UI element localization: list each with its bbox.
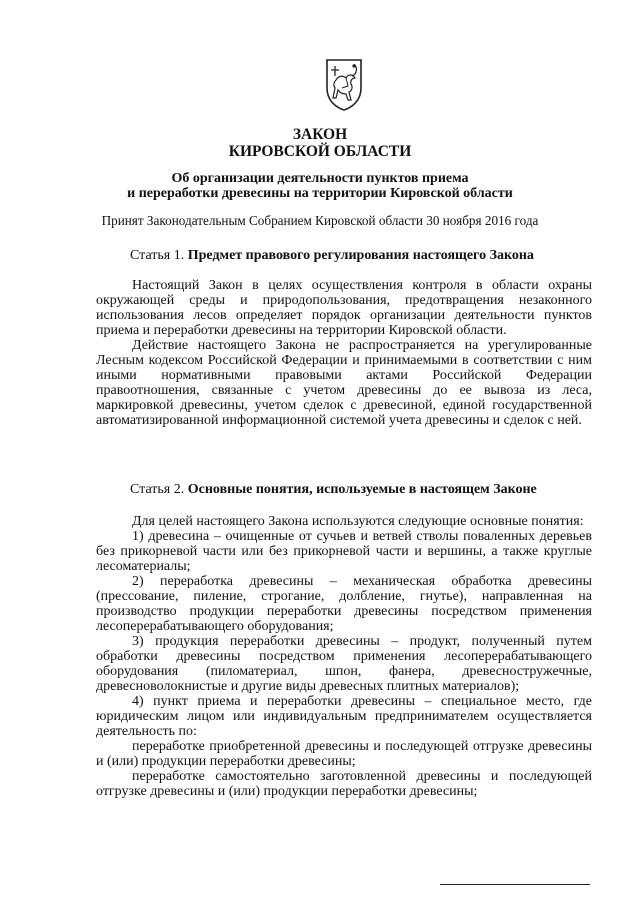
- article-1-label: Статья 1.: [130, 248, 185, 263]
- footer-rule: [440, 884, 590, 885]
- kirov-coat-of-arms-icon: [324, 58, 364, 112]
- law-title: ЗАКОН: [292, 126, 348, 143]
- definition-item-2: 2) переработка древесины – механическая обработка древесины (прессование, пиление, строгание, долбление, гнутье), направленная на производство продукции переработки древесины посредством применения лесоперерабатывающего оборудования;: [96, 574, 592, 634]
- article-2-label: Статья 2.: [130, 482, 185, 497]
- subtitle-line-2: и переработки древесины на территории Кировской области: [127, 186, 513, 201]
- law-subtitle: [0, 171, 640, 201]
- definition-item-4: 4) пункт приема и переработки древесины – специальное место, где юридическим лицом или индивидуальным предпринимателем осуществляется деятельность по:: [96, 694, 592, 739]
- article-1-paragraph-1: Настоящий Закон в целях осуществления контроля в области охраны окружающей среды и природопользования, предотвращения незаконного использования лесов определяет порядок организации деятельности пунктов приема и переработки древесины на территории Кировской области.: [96, 278, 592, 338]
- article-1-title: Предмет правового регулирования настоящего Закона: [187, 248, 534, 263]
- article-2-heading: [130, 482, 537, 498]
- subtitle-line-1: Об организации деятельности пунктов приема: [171, 171, 469, 186]
- article-1-heading: [130, 248, 534, 264]
- definition-subitem-2: переработке самостоятельно заготовленной древесины и последующей отгрузке древесины и (или) продукции переработки древесины;: [96, 769, 592, 799]
- definition-subitem-1: переработке приобретенной древесины и последующей отгрузке древесины и (или) продукции переработки древесины;: [96, 739, 592, 769]
- definition-item-1: 1) древесина – очищенные от сучьев и ветвей стволы поваленных деревьев без прикорневой части или без прикорневой части и вершины, а также круглые лесоматериалы;: [96, 529, 592, 574]
- article-2-body: [96, 514, 592, 799]
- adoption-note: Принят Законодательным Собранием Кировской области 30 ноября 2016 года: [101, 213, 539, 228]
- article-2-title: Основные понятия, используемые в настоящем Законе: [187, 482, 537, 497]
- law-region: КИРОВСКОЙ ОБЛАСТИ: [228, 143, 412, 160]
- article-1-body: [96, 278, 592, 428]
- article-1-paragraph-2: Действие настоящего Закона не распространяется на урегулированные Лесным кодексом Российской Федерации и принимаемыми в соответствии с ним иными нормативными правовыми актами Российской Федерации правоотношения, связанные с учетом древесины до ее вывоза из леса, маркировкой древесины, учетом сделок с древесиной, единой государственной автоматизированной информационной системой учета древесины и сделок с ней.: [96, 338, 592, 428]
- definition-item-3: 3) продукция переработки древесины – продукт, полученный путем обработки древесины посредством применения лесоперерабатывающего оборудования (пиломатериал, шпон, фанера, древесностружечные, древесноволокнистые и другие виды древесных плитных материалов);: [96, 634, 592, 694]
- article-2-intro: Для целей настоящего Закона используются следующие основные понятия:: [132, 514, 584, 529]
